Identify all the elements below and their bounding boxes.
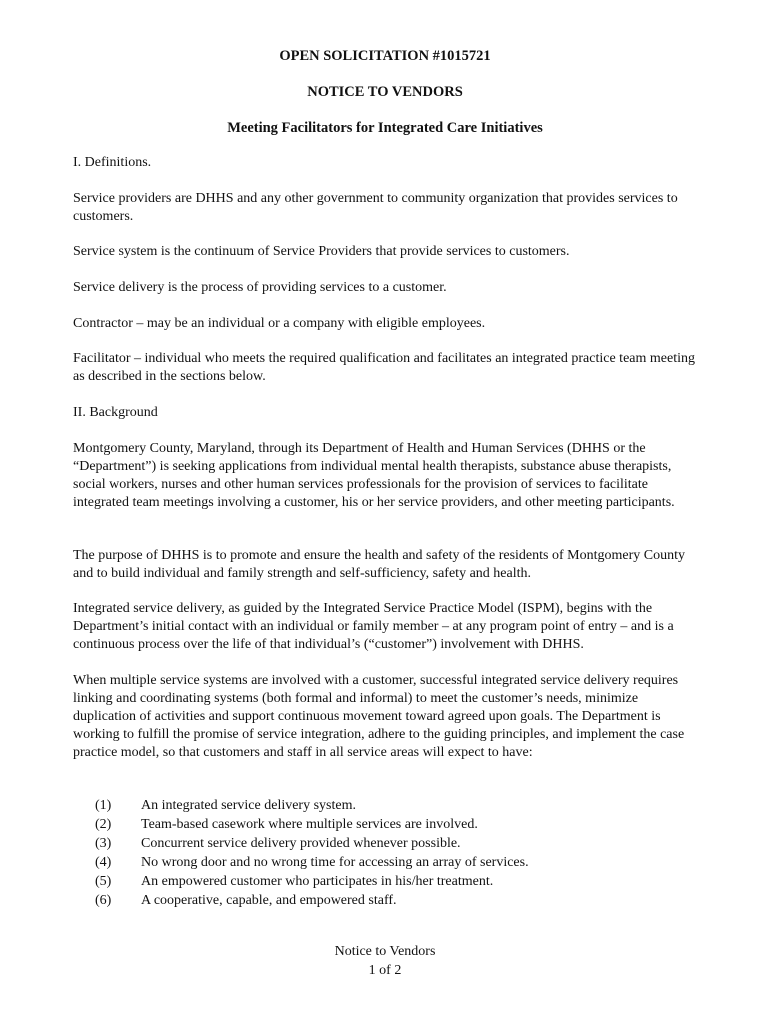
definition-service-providers: Service providers are DHHS and any other government to community organization that provides services to customers. — [73, 191, 678, 224]
list-item-text: An integrated service delivery system. — [141, 798, 356, 813]
list-item-text: Concurrent service delivery provided whenever possible. — [141, 836, 461, 851]
background-paragraph-3: Integrated service delivery, as guided by the Integrated Service Practice Model (ISPM), begins with the Department’s initial contact with an individual or family member – at any program point of entry – and is a continuous process over the life of that individual’s (“customer”) involvement with DHHS. — [73, 601, 674, 652]
list-item — [95, 834, 695, 853]
list-item-text: No wrong door and no wrong time for accessing an array of services. — [141, 855, 529, 870]
definitions-heading: I. Definitions. — [73, 155, 152, 170]
definition-service-delivery: Service delivery is the process of providing services to a customer. — [73, 280, 447, 295]
notice-title: NOTICE TO VENDORS — [307, 84, 463, 100]
background-heading: II. Background — [73, 405, 158, 420]
list-item — [95, 796, 695, 815]
subject-title: Meeting Facilitators for Integrated Care Initiatives — [227, 120, 543, 136]
background-paragraph-1: Montgomery County, Maryland, through its Department of Health and Human Services (DHHS or the “Department”) is seeking applications from individual mental health therapists, substance abuse therapists, social workers, nurses and other human services professionals for the provision of services to facilitate integrated team meetings involving a customer, his or her service providers, and other meeting participants. — [73, 441, 675, 510]
list-item-text: A cooperative, capable, and empowered staff. — [141, 893, 397, 908]
background-paragraph-4: When multiple service systems are involved with a customer, successful integrated service delivery requires linking and coordinating systems (both formal and informal) to meet the customer’s needs, minimize duplication of activities and support continuous movement toward agreed upon goals. The Department is working to fulfill the promise of service integration, adhere to the guiding principles, and implement the case practice model, so that customers and staff in all service areas will expect to have: — [73, 673, 685, 760]
list-item — [95, 853, 695, 872]
list-item-text: An empowered customer who participates in his/her treatment. — [141, 874, 494, 889]
list-item-number: (4) — [95, 855, 112, 870]
footer-title: Notice to Vendors — [334, 944, 436, 959]
list-item-number: (6) — [95, 893, 112, 908]
definition-contractor: Contractor – may be an individual or a company with eligible employees. — [73, 316, 486, 331]
list-item-text: Team-based casework where multiple services are involved. — [141, 817, 478, 832]
list-item — [95, 815, 695, 834]
page-number: 1 of 2 — [368, 963, 402, 978]
list-item — [95, 891, 695, 910]
background-paragraph-2: The purpose of DHHS is to promote and ensure the health and safety of the residents of Montgomery County and to build individual and family strength and self-sufficiency, safety and health. — [73, 548, 685, 581]
list-item-number: (2) — [95, 817, 112, 832]
list-item — [95, 872, 695, 891]
list-item-number: (3) — [95, 836, 112, 851]
definition-facilitator: Facilitator – individual who meets the required qualification and facilitates an integrated practice team meeting as described in the sections below. — [73, 351, 695, 384]
definition-service-system: Service system is the continuum of Service Providers that provide services to customers. — [73, 244, 570, 259]
list-item-number: (1) — [95, 798, 112, 813]
list-item-number: (5) — [95, 874, 112, 889]
solicitation-title: OPEN SOLICITATION #1015721 — [279, 48, 491, 64]
